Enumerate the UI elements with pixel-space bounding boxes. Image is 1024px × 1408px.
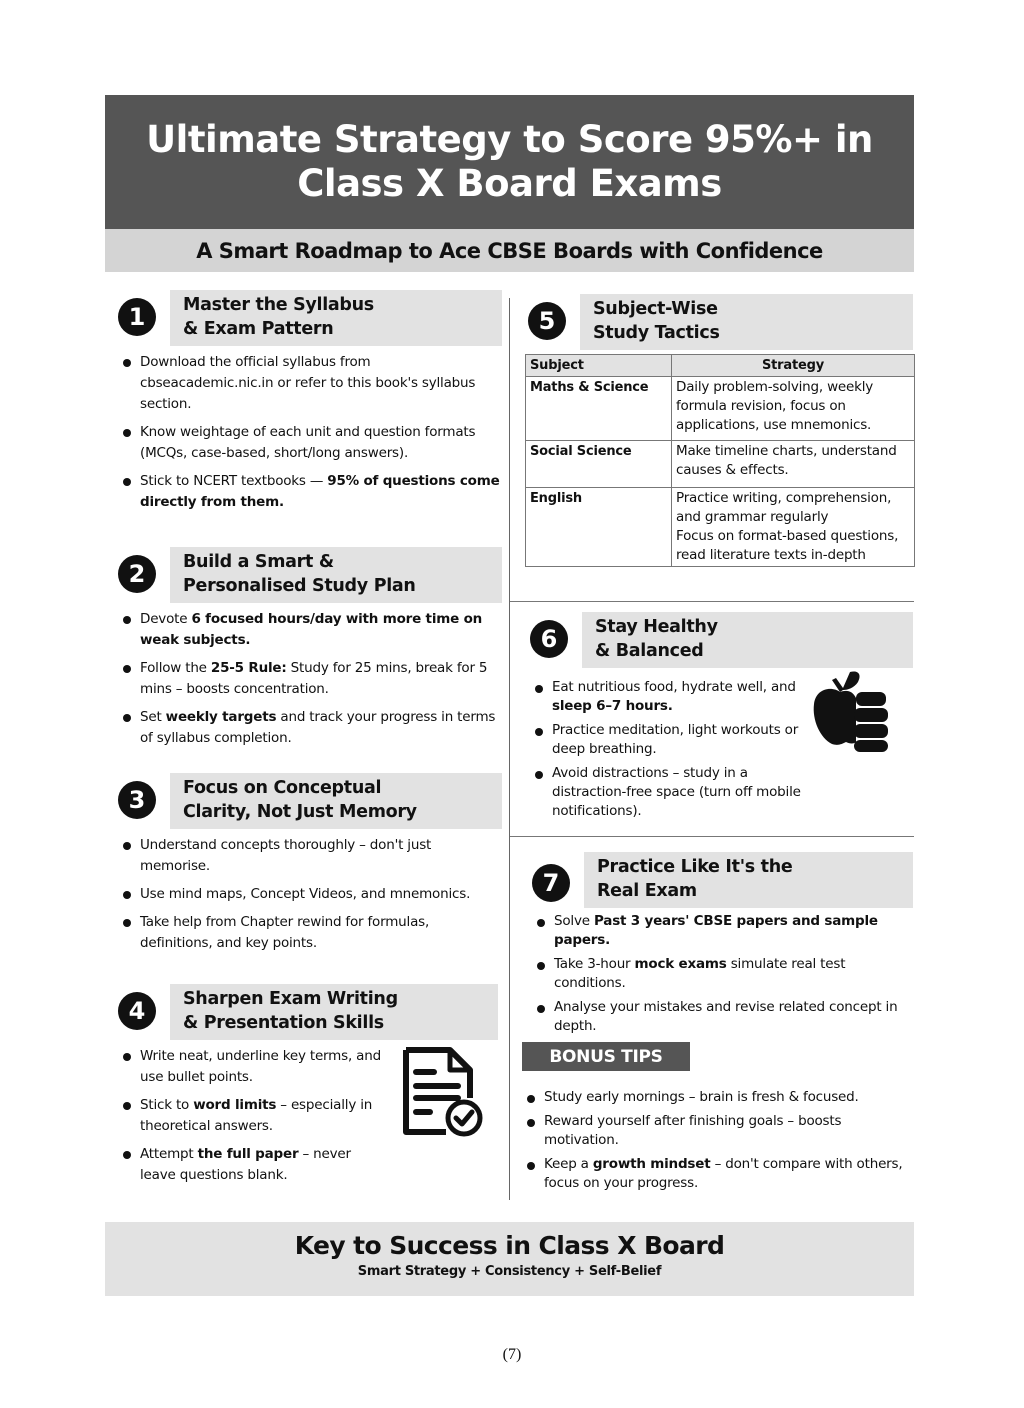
heading-box [170,984,498,1040]
title-line-2: Class X Board Exams [297,162,722,205]
footer-banner [105,1222,914,1296]
strategy-cell: Daily problem-solving, weekly formula revision, focus on applications, use mnemonics. [672,377,915,441]
heading-line: Study Tactics [593,323,720,343]
heading-line: Focus on Conceptual [183,778,382,798]
number-badge: 3 [118,781,156,819]
bullet-list [118,609,502,749]
column-header-subject: Subject [526,355,672,377]
footer-title: Key to Success in Class X Board [294,1231,725,1260]
section-heading [532,852,913,908]
heading-line: Sharpen Exam Writing [183,989,398,1009]
list-item: Practice meditation, light workouts or deep breathing. [530,721,805,759]
number-badge: 7 [532,864,570,902]
heading-line: & Presentation Skills [183,1013,384,1033]
divider-6-7 [510,836,914,837]
strategy-cell: Make timeline charts, understand causes & effects. [672,441,915,488]
number-badge: 6 [530,620,568,658]
section-3 [118,773,502,961]
strategy-cell [672,488,915,567]
heading-line: Real Exam [597,881,697,901]
heading-line: Stay Healthy [595,617,718,637]
list-item: Devote 6 focused hours/day with more time on weak subjects. [118,609,502,651]
list-item: Understand concepts thoroughly – don't just memorise. [118,835,502,877]
heading-box [582,612,913,668]
list-item: Keep a growth mindset – don't compare with others, focus on your progress. [522,1155,912,1193]
heading-box [584,852,913,908]
list-item: Attempt the full paper – never leave questions blank. [118,1144,383,1186]
list-item: Download the official syllabus from cbseacademic.nic.in or refer to this book's syllabus section. [118,352,502,415]
table-header-row [526,355,915,377]
subject-cell: Maths & Science [526,377,672,441]
column-header-strategy: Strategy [672,355,915,377]
heading-box [580,294,913,350]
subtitle-banner [105,229,914,272]
heading-line: & Exam Pattern [183,319,334,339]
table-row [526,441,915,488]
document-check-icon [400,1046,486,1138]
list-item: Set weekly targets and track your progress in terms of syllabus completion. [118,707,502,749]
page-number: (7) [502,1346,522,1363]
heading-line: Master the Syllabus [183,295,374,315]
heading-box [170,547,502,603]
table-row [526,488,915,567]
heading-line: Subject-Wise [593,299,718,319]
list-item: Take 3-hour mock exams simulate real test conditions. [532,955,913,993]
page-title [146,118,873,206]
list-item: Analyse your mistakes and revise related concept in depth. [532,998,913,1036]
bonus-tips-label: BONUS TIPS [522,1042,690,1071]
section-7 [532,852,913,1041]
strategy-line: Practice writing, comprehension, and grammar regularly [676,490,892,525]
subject-cell: Social Science [526,441,672,488]
title-banner [105,95,914,229]
bullet-list [530,678,805,821]
bullet-list [118,1046,383,1186]
section-5 [528,294,913,350]
section-heading [530,612,913,668]
section-heading [118,290,502,346]
list-item: Use mind maps, Concept Videos, and mnemonics. [118,884,502,905]
column-divider [509,298,510,1200]
list-item: Take help from Chapter rewind for formulas, definitions, and key points. [118,912,502,954]
table-row [526,377,915,441]
number-badge: 1 [118,298,156,336]
bullet-list [118,835,502,954]
list-item: Write neat, underline key terms, and use bullet points. [118,1046,383,1088]
heading-line: Personalised Study Plan [183,576,416,596]
heading-line: & Balanced [595,641,704,661]
section-heading [118,984,498,1040]
number-badge: 4 [118,992,156,1030]
section-heading [118,547,502,603]
heading-line: Clarity, Not Just Memory [183,802,417,822]
strategy-line: Focus on format-based questions, read literature texts in-depth [676,528,899,563]
footer-tagline: Smart Strategy + Consistency + Self-Belief [357,1264,662,1279]
list-item: Eat nutritious food, hydrate well, and sleep 6–7 hours. [530,678,805,716]
list-item: Stick to word limits – especially in theoretical answers. [118,1095,383,1137]
list-item: Reward yourself after finishing goals – boosts motivation. [522,1112,912,1150]
number-badge: 5 [528,302,566,340]
number-badge: 2 [118,555,156,593]
study-tactics-table [525,354,915,567]
heading-box [170,290,502,346]
heading-line: Build a Smart & [183,552,334,572]
list-item: Solve Past 3 years' CBSE papers and sample papers. [532,912,913,950]
heading-line: Practice Like It's the [597,857,793,877]
subject-cell: English [526,488,672,567]
bullet-list [118,352,502,513]
section-heading [118,773,502,829]
bullet-list [532,912,913,1036]
section-heading [528,294,913,350]
list-item: Study early mornings – brain is fresh & focused. [522,1088,912,1107]
divider-5-6 [510,601,914,602]
bonus-tips-list [522,1088,912,1198]
page-subtitle: A Smart Roadmap to Ace CBSE Boards with Confidence [196,238,823,263]
section-1 [118,290,502,520]
title-line-1: Ultimate Strategy to Score 95%+ in [146,118,873,161]
list-item: Stick to NCERT textbooks — 95% of questions come directly from them. [118,471,502,513]
list-item: Follow the 25-5 Rule: Study for 25 mins, break for 5 mins – boosts concentration. [118,658,502,700]
list-item: Avoid distractions – study in a distraction-free space (turn off mobile notifications). [530,764,805,821]
heading-box [170,773,502,829]
section-2 [118,547,502,756]
list-item: Know weightage of each unit and question formats (MCQs, case-based, short/long answers). [118,422,502,464]
apple-bottle-icon [810,668,910,754]
